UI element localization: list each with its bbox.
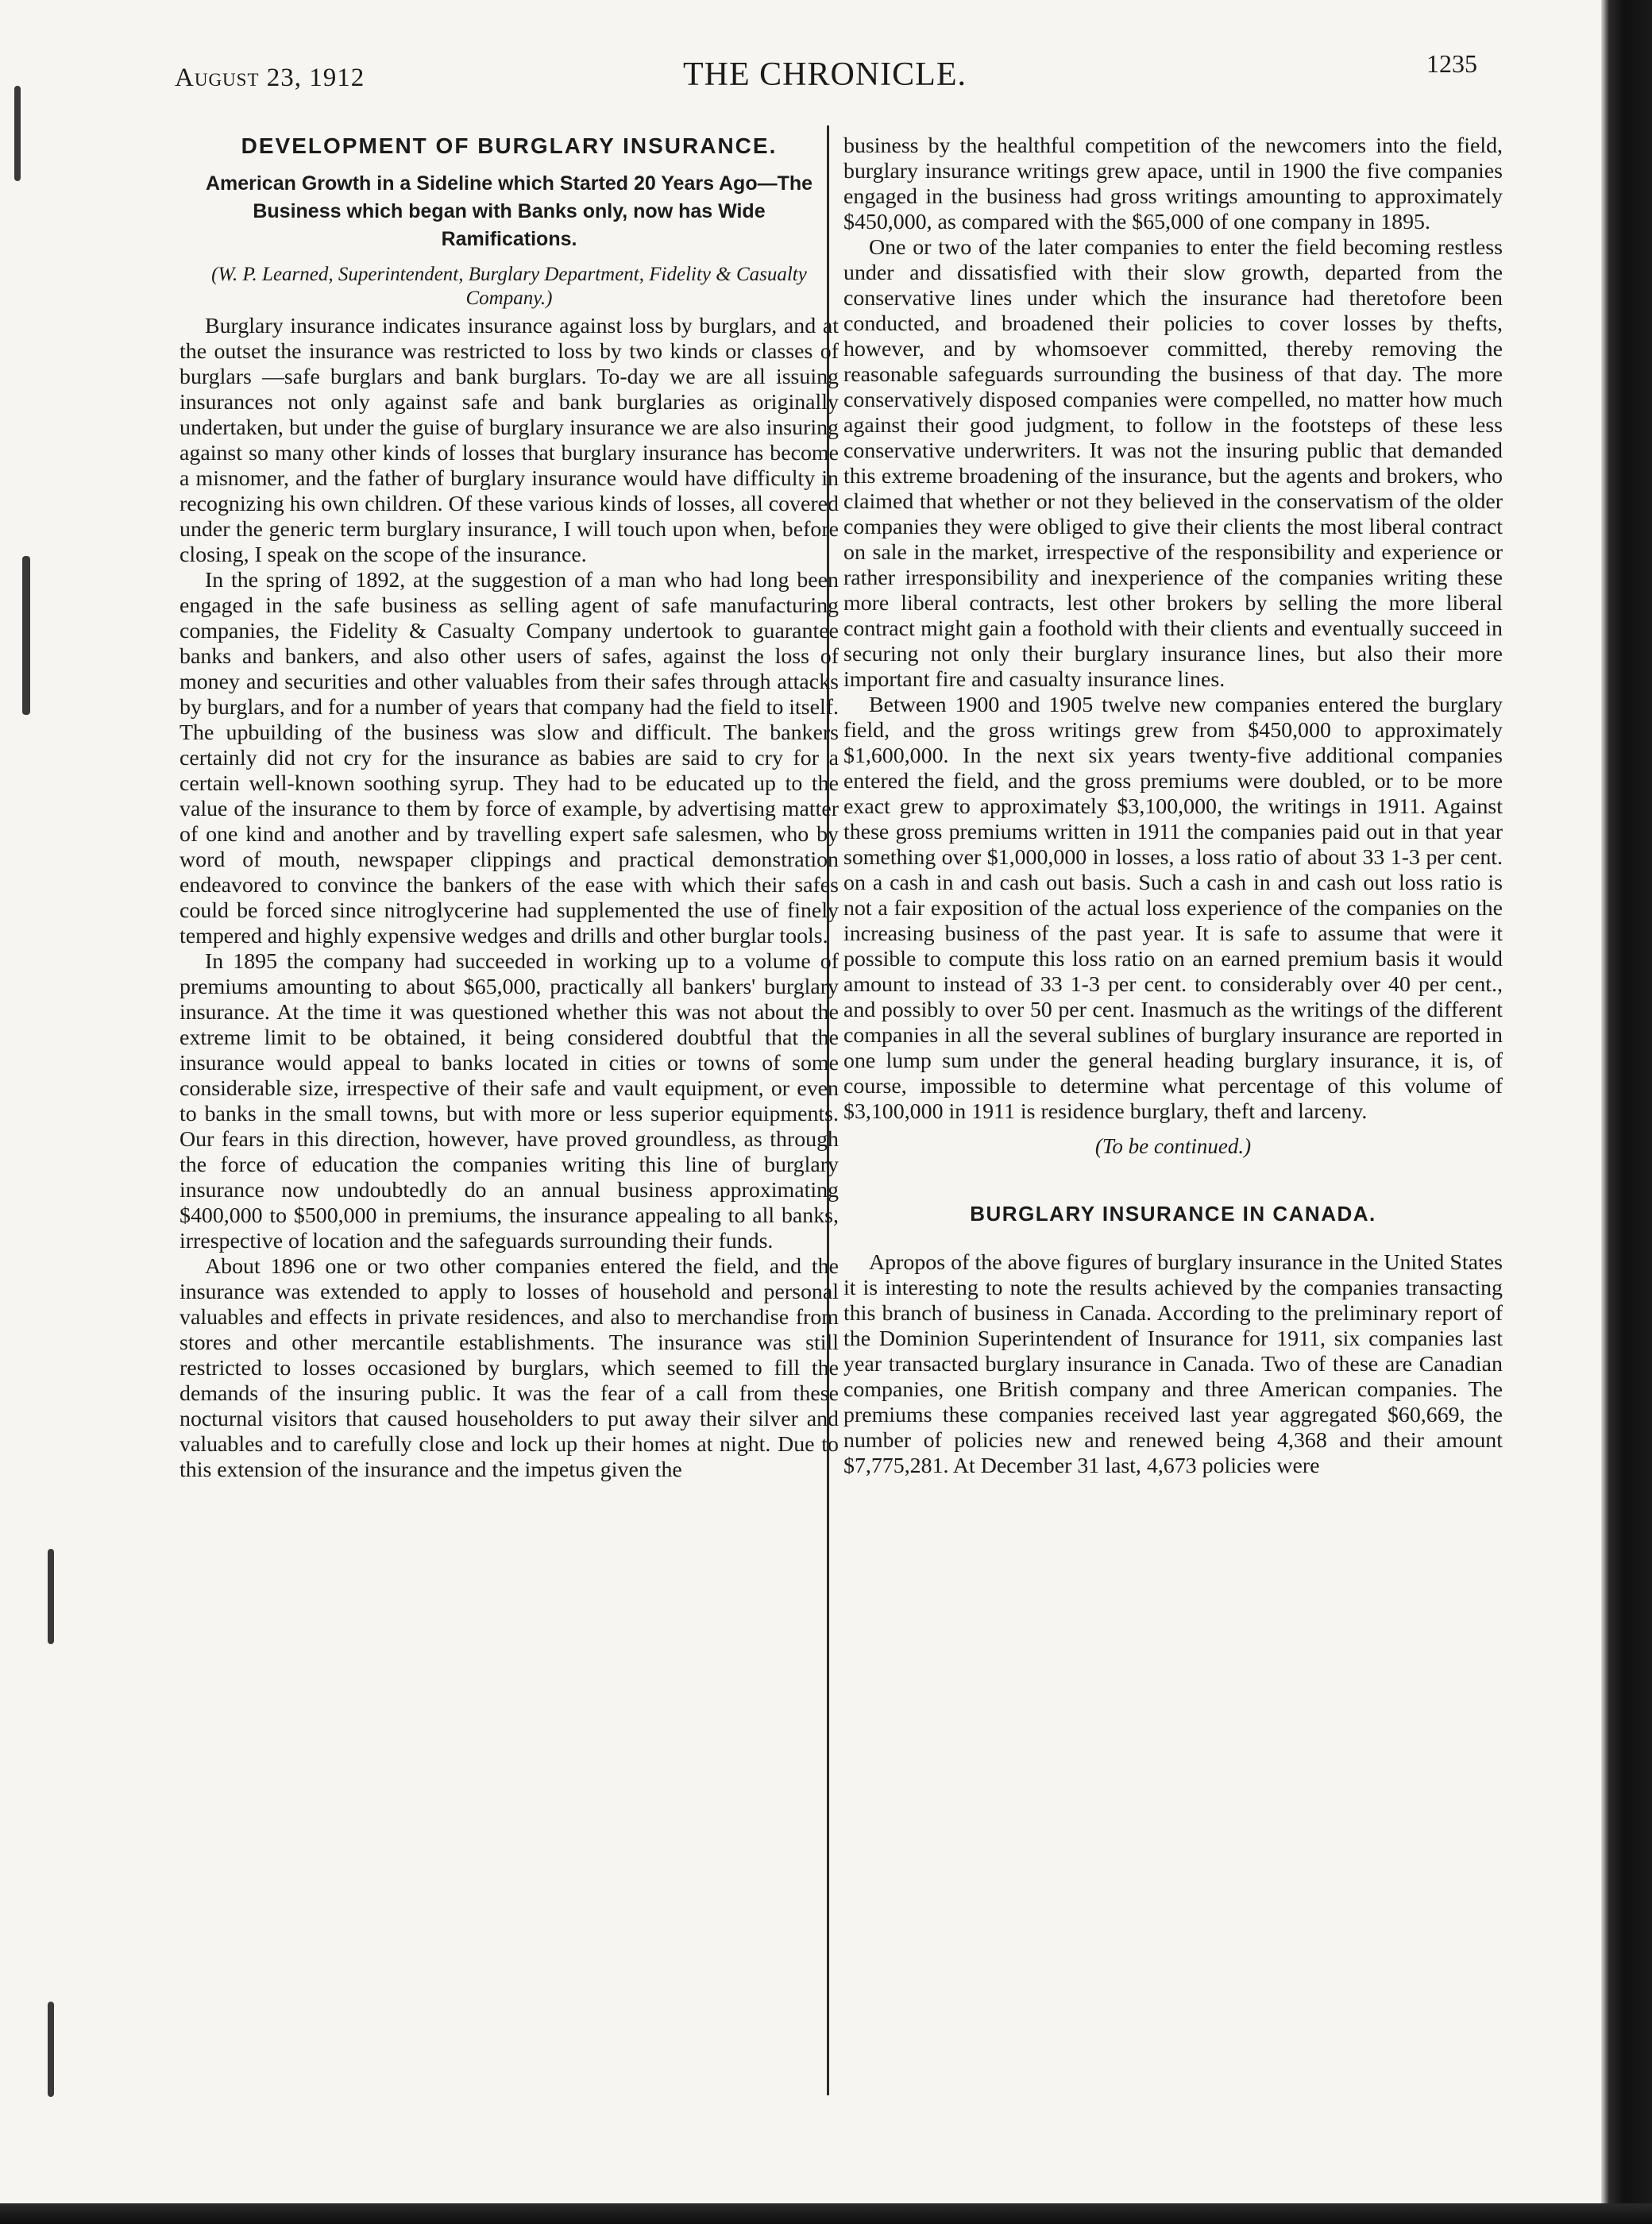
binding-mark [14, 86, 21, 181]
issue-date: August 23, 1912 [175, 64, 365, 92]
continued-note: (To be continued.) [1094, 1134, 1252, 1158]
article-byline: (W. P. Learned, Superintendent, Burglary Department, Fidelity & Casualty Company.) [211, 264, 807, 309]
article-paragraph-1: Burglary insurance indicates insurance against loss by burglars, and at the outset the insurance was restricted to loss by two kinds or classes of burglars —safe burglars and bank burglars. To-day we are all issuing insurances not only against safe and bank burglaries as originally undertaken, but under the guise of burglary insurance we are also insuring against so many other kinds of losses that burglary insurance has become a misnomer, and the father of burglary insurance would have difficulty in recognizing his own children. Of these various kinds of losses, all covered under the generic term burglary insurance, I will touch upon when, before closing, I speak on the scope of the insurance. [179, 314, 839, 567]
page-header [175, 49, 1477, 97]
binding-mark [48, 2002, 54, 2097]
article-subhead: American Growth in a Sideline which Started 20 Years Ago—The Business which began with Banks only, now has Wide Ramifications. [205, 172, 813, 250]
article-title: DEVELOPMENT OF BURGLARY INSURANCE. [241, 133, 778, 158]
left-column [179, 133, 839, 1483]
article-paragraph-6: One or two of the later companies to enter the field becoming restless under and dissatisfied with their slow growth, departed from the conservative lines under which the insurance had theretofore been conducted, and broadened their policies to cover losses by thefts, however, and by whomsoever committed, thereby removing the reasonable safeguards surrounding the business of that day. The more conservatively disposed companies were compelled, no matter how much against their good judgment, to follow in the footsteps of these less conservative underwriters. It was not the insuring public that demanded this extreme broadening of the insurance, but the agents and brokers, who claimed that whether or not they believed in the conservatism of the older companies they were obliged to give their clients the most liberal contract on sale in the market, irrespective of the responsibility and experience or rather irresponsibility and inexperience of the companies writing these more liberal contracts, lest other brokers by selling the more liberal contract might gain a foothold with their clients and eventually succeed in securing not only their burglary insurance lines, but also their more important fire and casualty insurance lines. [843, 235, 1503, 692]
page-edge-shadow [1601, 0, 1652, 2224]
article-paragraph-2: In the spring of 1892, at the suggestion of a man who had long been engaged in the safe business as selling agent of safe manufacturing companies, the Fidelity & Casualty Company undertook to guarantee banks and bankers, and also other users of safes, against the loss of money and securities and other valuables from their safes through attacks by burglars, and for a number of years that company had the field to itself. The upbuilding of the business was slow and difficult. The bankers certainly did not cry for the insurance as babies are said to cry for a certain well-known soothing syrup. They had to be educated up to the value of the insurance to them by force of example, by advertising matter of one kind and another and by travelling expert safe salesmen, who by word of mouth, newspaper clippings and practical demonstration endeavored to convince the bankers of the ease with which their safes could be forced since nitroglycerine had supplemented the use of finely tempered and highly expensive wedges and drills and other burglar tools. [179, 568, 839, 948]
canada-section-title: BURGLARY INSURANCE IN CANADA. [970, 1202, 1376, 1226]
publication-title: THE CHRONICLE. [683, 56, 967, 93]
page-number: 1235 [1426, 49, 1477, 78]
binding-mark [22, 556, 30, 715]
binding-mark [48, 1549, 54, 1644]
article-paragraph-5: business by the healthful competition of the newcomers into the field, burglary insurance writings grew apace, until in 1900 the five companies engaged in the business had gross writings amounting to approximately $450,000, as compared with the $65,000 of one company in 1895. [843, 133, 1503, 234]
article-paragraph-7: Between 1900 and 1905 twelve new companies entered the burglary field, and the gross writings grew from $450,000 to approximately $1,600,000. In the next six years twenty-five additional companies entered the field, and the gross premiums were doubled, or to be more exact grew to approximately $3,100,000, the writings in 1911. Against these gross premiums written in 1911 the companies paid out in that year something over $1,000,000 in losses, a loss ratio of about 33 1-3 per cent. on a cash in and cash out basis. Such a cash in and cash out loss ratio is not a fair exposition of the actual loss experience of the companies on the increasing business of the past year. It is safe to assume that were it possible to compute this loss ratio on an earned premium basis it would amount to instead of 33 1-3 per cent. to considerably over 40 per cent., and possibly to over 50 per cent. Inasmuch as the writings of the different companies in all the several sublines of burglary insurance are reported in one lump sum under the general heading burglary insurance, it is, of course, impossible to determine what percentage of this volume of $3,100,000 in 1911 is residence burglary, theft and larceny. [843, 693, 1503, 1124]
page-bottom-shadow [0, 2203, 1652, 2224]
canada-section-paragraph: Apropos of the above figures of burglary insurance in the United States it is interesting to note the results achieved by the companies transacting this branch of business in Canada. According to the preliminary report of the Dominion Superintendent of Insurance for 1911, six companies last year transacted burglary insurance in Canada. Two of these are Canadian companies, one British company and three American companies. The premiums these companies received last year aggregated $60,669, the number of policies new and renewed being 4,368 and their amount $7,775,281. At December 31 last, 4,673 policies were [843, 1250, 1503, 1478]
article-paragraph-3: In 1895 the company had succeeded in working up to a volume of premiums amounting to about $65,000, practically all bankers' burglary insurance. At the time it was questioned whether this was not about the extreme limit to be obtained, it being considered doubtful that the insurance would appeal to banks located in cities or towns of some considerable size, irrespective of their safe and vault equipment, or even to banks in the small towns, but with more or less superior equipments. Our fears in this direction, however, have proved groundless, as through the force of education the companies writing this line of burglary insurance now undoubtedly do an annual business approximating $400,000 to $500,000 in premiums, the insurance appealing to all banks, irrespective of location and the safeguards surrounding their funds. [179, 949, 839, 1253]
article-paragraph-4: About 1896 one or two other companies entered the field, and the insurance was extended to apply to losses of household and personal valuables and effects in private residences, and also to merchandise from stores and other mercantile establishments. The insurance was still restricted to losses occasioned by burglars, which seemed to fill the demands of the insuring public. It was the fear of a call from these nocturnal visitors that caused householders to put away their silver and valuables and to carefully close and lock up their homes at night. Due to this extension of the insurance and the impetus given the [179, 1254, 839, 1482]
right-column [843, 133, 1503, 1479]
